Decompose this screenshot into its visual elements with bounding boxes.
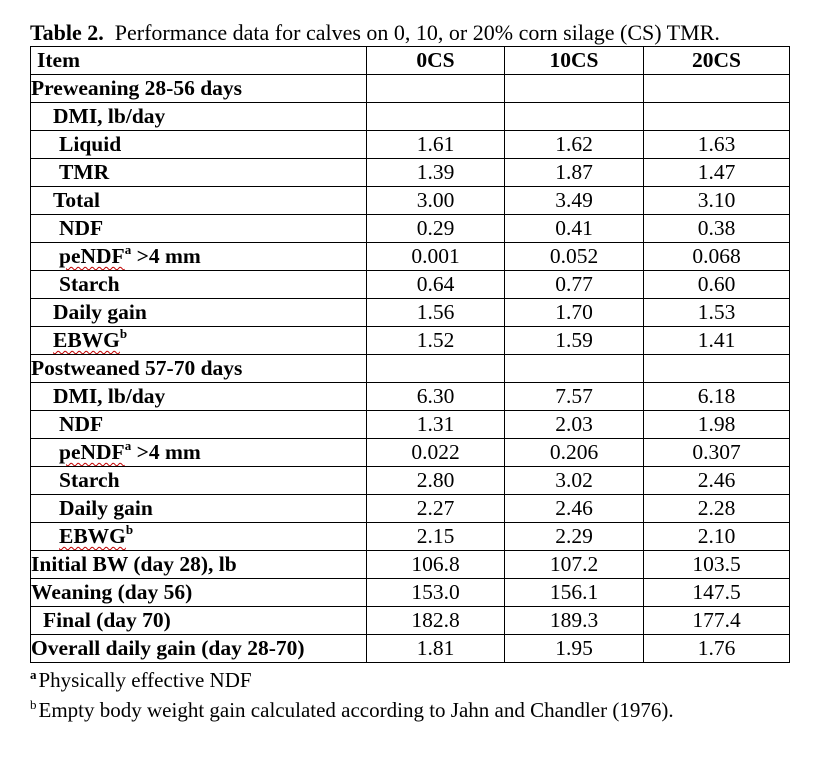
- cell-10cs: 0.052: [505, 243, 644, 271]
- table-row: [31, 551, 790, 579]
- ebwg-label: EBWG: [53, 328, 120, 352]
- footnote-a-text: Physically effective NDF: [38, 668, 252, 692]
- cell-10cs: 156.1: [505, 579, 644, 607]
- table-row: [31, 131, 790, 159]
- row-label: DMI, lb/day: [31, 383, 367, 411]
- cell-10cs: 2.03: [505, 411, 644, 439]
- cell-10cs: 107.2: [505, 551, 644, 579]
- table-row: [31, 215, 790, 243]
- row-label: [31, 523, 367, 551]
- footnote-b: [30, 695, 798, 725]
- row-label: NDF: [31, 411, 367, 439]
- header-20cs: 20CS: [644, 47, 790, 75]
- table-row: [31, 355, 790, 383]
- row-label: Liquid: [31, 131, 367, 159]
- cell-20cs: 3.10: [644, 187, 790, 215]
- performance-table: [30, 46, 790, 663]
- cell-20cs: 0.60: [644, 271, 790, 299]
- table-row: [31, 635, 790, 663]
- cell-20cs: [644, 75, 790, 103]
- row-label: [31, 439, 367, 467]
- cell-10cs: 1.95: [505, 635, 644, 663]
- table-row: [31, 467, 790, 495]
- row-label: Overall daily gain (day 28-70): [31, 635, 367, 663]
- cell-0cs: 1.61: [367, 131, 505, 159]
- row-label: [31, 243, 367, 271]
- table-row: [31, 271, 790, 299]
- cell-0cs: 0.64: [367, 271, 505, 299]
- cell-10cs: 3.02: [505, 467, 644, 495]
- cell-0cs: 1.56: [367, 299, 505, 327]
- cell-20cs: 0.307: [644, 439, 790, 467]
- table-row: [31, 411, 790, 439]
- table-row: [31, 439, 790, 467]
- cell-0cs: 1.81: [367, 635, 505, 663]
- cell-0cs: 0.29: [367, 215, 505, 243]
- cell-10cs: 1.62: [505, 131, 644, 159]
- cell-20cs: 1.41: [644, 327, 790, 355]
- cell-20cs: 103.5: [644, 551, 790, 579]
- table-row: [31, 523, 790, 551]
- footnote-a: [30, 665, 798, 695]
- cell-10cs: 3.49: [505, 187, 644, 215]
- cell-0cs: [367, 75, 505, 103]
- cell-20cs: [644, 103, 790, 131]
- cell-10cs: 0.77: [505, 271, 644, 299]
- table-row: [31, 159, 790, 187]
- cell-0cs: 0.001: [367, 243, 505, 271]
- row-label: NDF: [31, 215, 367, 243]
- cell-0cs: 2.80: [367, 467, 505, 495]
- footnote-b-text: Empty body weight gain calculated according to Jahn and Chandler (1976).: [38, 698, 674, 722]
- table-row: [31, 579, 790, 607]
- cell-20cs: 6.18: [644, 383, 790, 411]
- header-10cs: 10CS: [505, 47, 644, 75]
- table-row: [31, 103, 790, 131]
- table-caption-text: Performance data for calves on 0, 10, or 20% corn silage (CS) TMR.: [114, 20, 720, 45]
- cell-0cs: 1.31: [367, 411, 505, 439]
- cell-20cs: 2.10: [644, 523, 790, 551]
- cell-0cs: 153.0: [367, 579, 505, 607]
- table-header-row: [31, 47, 790, 75]
- table-row: [31, 383, 790, 411]
- cell-0cs: [367, 103, 505, 131]
- header-item: Item: [31, 47, 367, 75]
- footnotes: [30, 665, 798, 725]
- row-label: Starch: [31, 271, 367, 299]
- cell-20cs: 1.76: [644, 635, 790, 663]
- table-row: [31, 299, 790, 327]
- row-label: Starch: [31, 467, 367, 495]
- footnote-mark-a: a: [124, 242, 132, 257]
- row-label: Daily gain: [31, 495, 367, 523]
- table-row: [31, 243, 790, 271]
- cell-20cs: 1.53: [644, 299, 790, 327]
- table-caption: [30, 20, 798, 46]
- row-label: Preweaning 28-56 days: [31, 75, 367, 103]
- row-label: TMR: [31, 159, 367, 187]
- cell-10cs: 1.70: [505, 299, 644, 327]
- document-page: [30, 20, 798, 725]
- table-row: [31, 187, 790, 215]
- footnote-b-mark: b: [30, 697, 37, 712]
- row-label: Daily gain: [31, 299, 367, 327]
- cell-20cs: [644, 355, 790, 383]
- cell-0cs: 2.27: [367, 495, 505, 523]
- cell-10cs: 1.59: [505, 327, 644, 355]
- cell-0cs: 3.00: [367, 187, 505, 215]
- cell-20cs: 2.46: [644, 467, 790, 495]
- row-label: Final (day 70): [31, 607, 367, 635]
- cell-10cs: 189.3: [505, 607, 644, 635]
- row-label: [31, 327, 367, 355]
- header-0cs: 0CS: [367, 47, 505, 75]
- cell-10cs: 2.46: [505, 495, 644, 523]
- cell-10cs: 0.206: [505, 439, 644, 467]
- cell-10cs: 0.41: [505, 215, 644, 243]
- cell-0cs: 106.8: [367, 551, 505, 579]
- cell-0cs: 6.30: [367, 383, 505, 411]
- footnote-mark-a: a: [124, 438, 132, 453]
- cell-10cs: [505, 103, 644, 131]
- cell-20cs: 1.47: [644, 159, 790, 187]
- row-label: Initial BW (day 28), lb: [31, 551, 367, 579]
- cell-20cs: 0.38: [644, 215, 790, 243]
- cell-10cs: 7.57: [505, 383, 644, 411]
- row-label: Weaning (day 56): [31, 579, 367, 607]
- cell-20cs: 1.98: [644, 411, 790, 439]
- row-label: DMI, lb/day: [31, 103, 367, 131]
- cell-20cs: 177.4: [644, 607, 790, 635]
- cell-0cs: 1.39: [367, 159, 505, 187]
- table-caption-label: Table 2.: [30, 20, 104, 45]
- cell-10cs: 2.29: [505, 523, 644, 551]
- cell-20cs: 1.63: [644, 131, 790, 159]
- cell-10cs: [505, 75, 644, 103]
- pendf-suffix: >4 mm: [131, 244, 201, 268]
- cell-0cs: 2.15: [367, 523, 505, 551]
- cell-20cs: 147.5: [644, 579, 790, 607]
- footnote-a-mark: a: [30, 667, 37, 682]
- pendf-label: peNDF: [59, 440, 125, 464]
- pendf-label: peNDF: [59, 244, 125, 268]
- cell-0cs: 182.8: [367, 607, 505, 635]
- table-row: [31, 495, 790, 523]
- ebwg-label: EBWG: [59, 524, 126, 548]
- cell-0cs: 0.022: [367, 439, 505, 467]
- cell-0cs: [367, 355, 505, 383]
- table-row: [31, 607, 790, 635]
- row-label: Total: [31, 187, 367, 215]
- footnote-mark-b: b: [119, 326, 128, 341]
- row-label: Postweaned 57-70 days: [31, 355, 367, 383]
- cell-20cs: 0.068: [644, 243, 790, 271]
- pendf-suffix: >4 mm: [131, 440, 201, 464]
- table-row: [31, 327, 790, 355]
- cell-0cs: 1.52: [367, 327, 505, 355]
- cell-10cs: [505, 355, 644, 383]
- cell-10cs: 1.87: [505, 159, 644, 187]
- table-row: [31, 75, 790, 103]
- footnote-mark-b: b: [125, 522, 134, 537]
- cell-20cs: 2.28: [644, 495, 790, 523]
